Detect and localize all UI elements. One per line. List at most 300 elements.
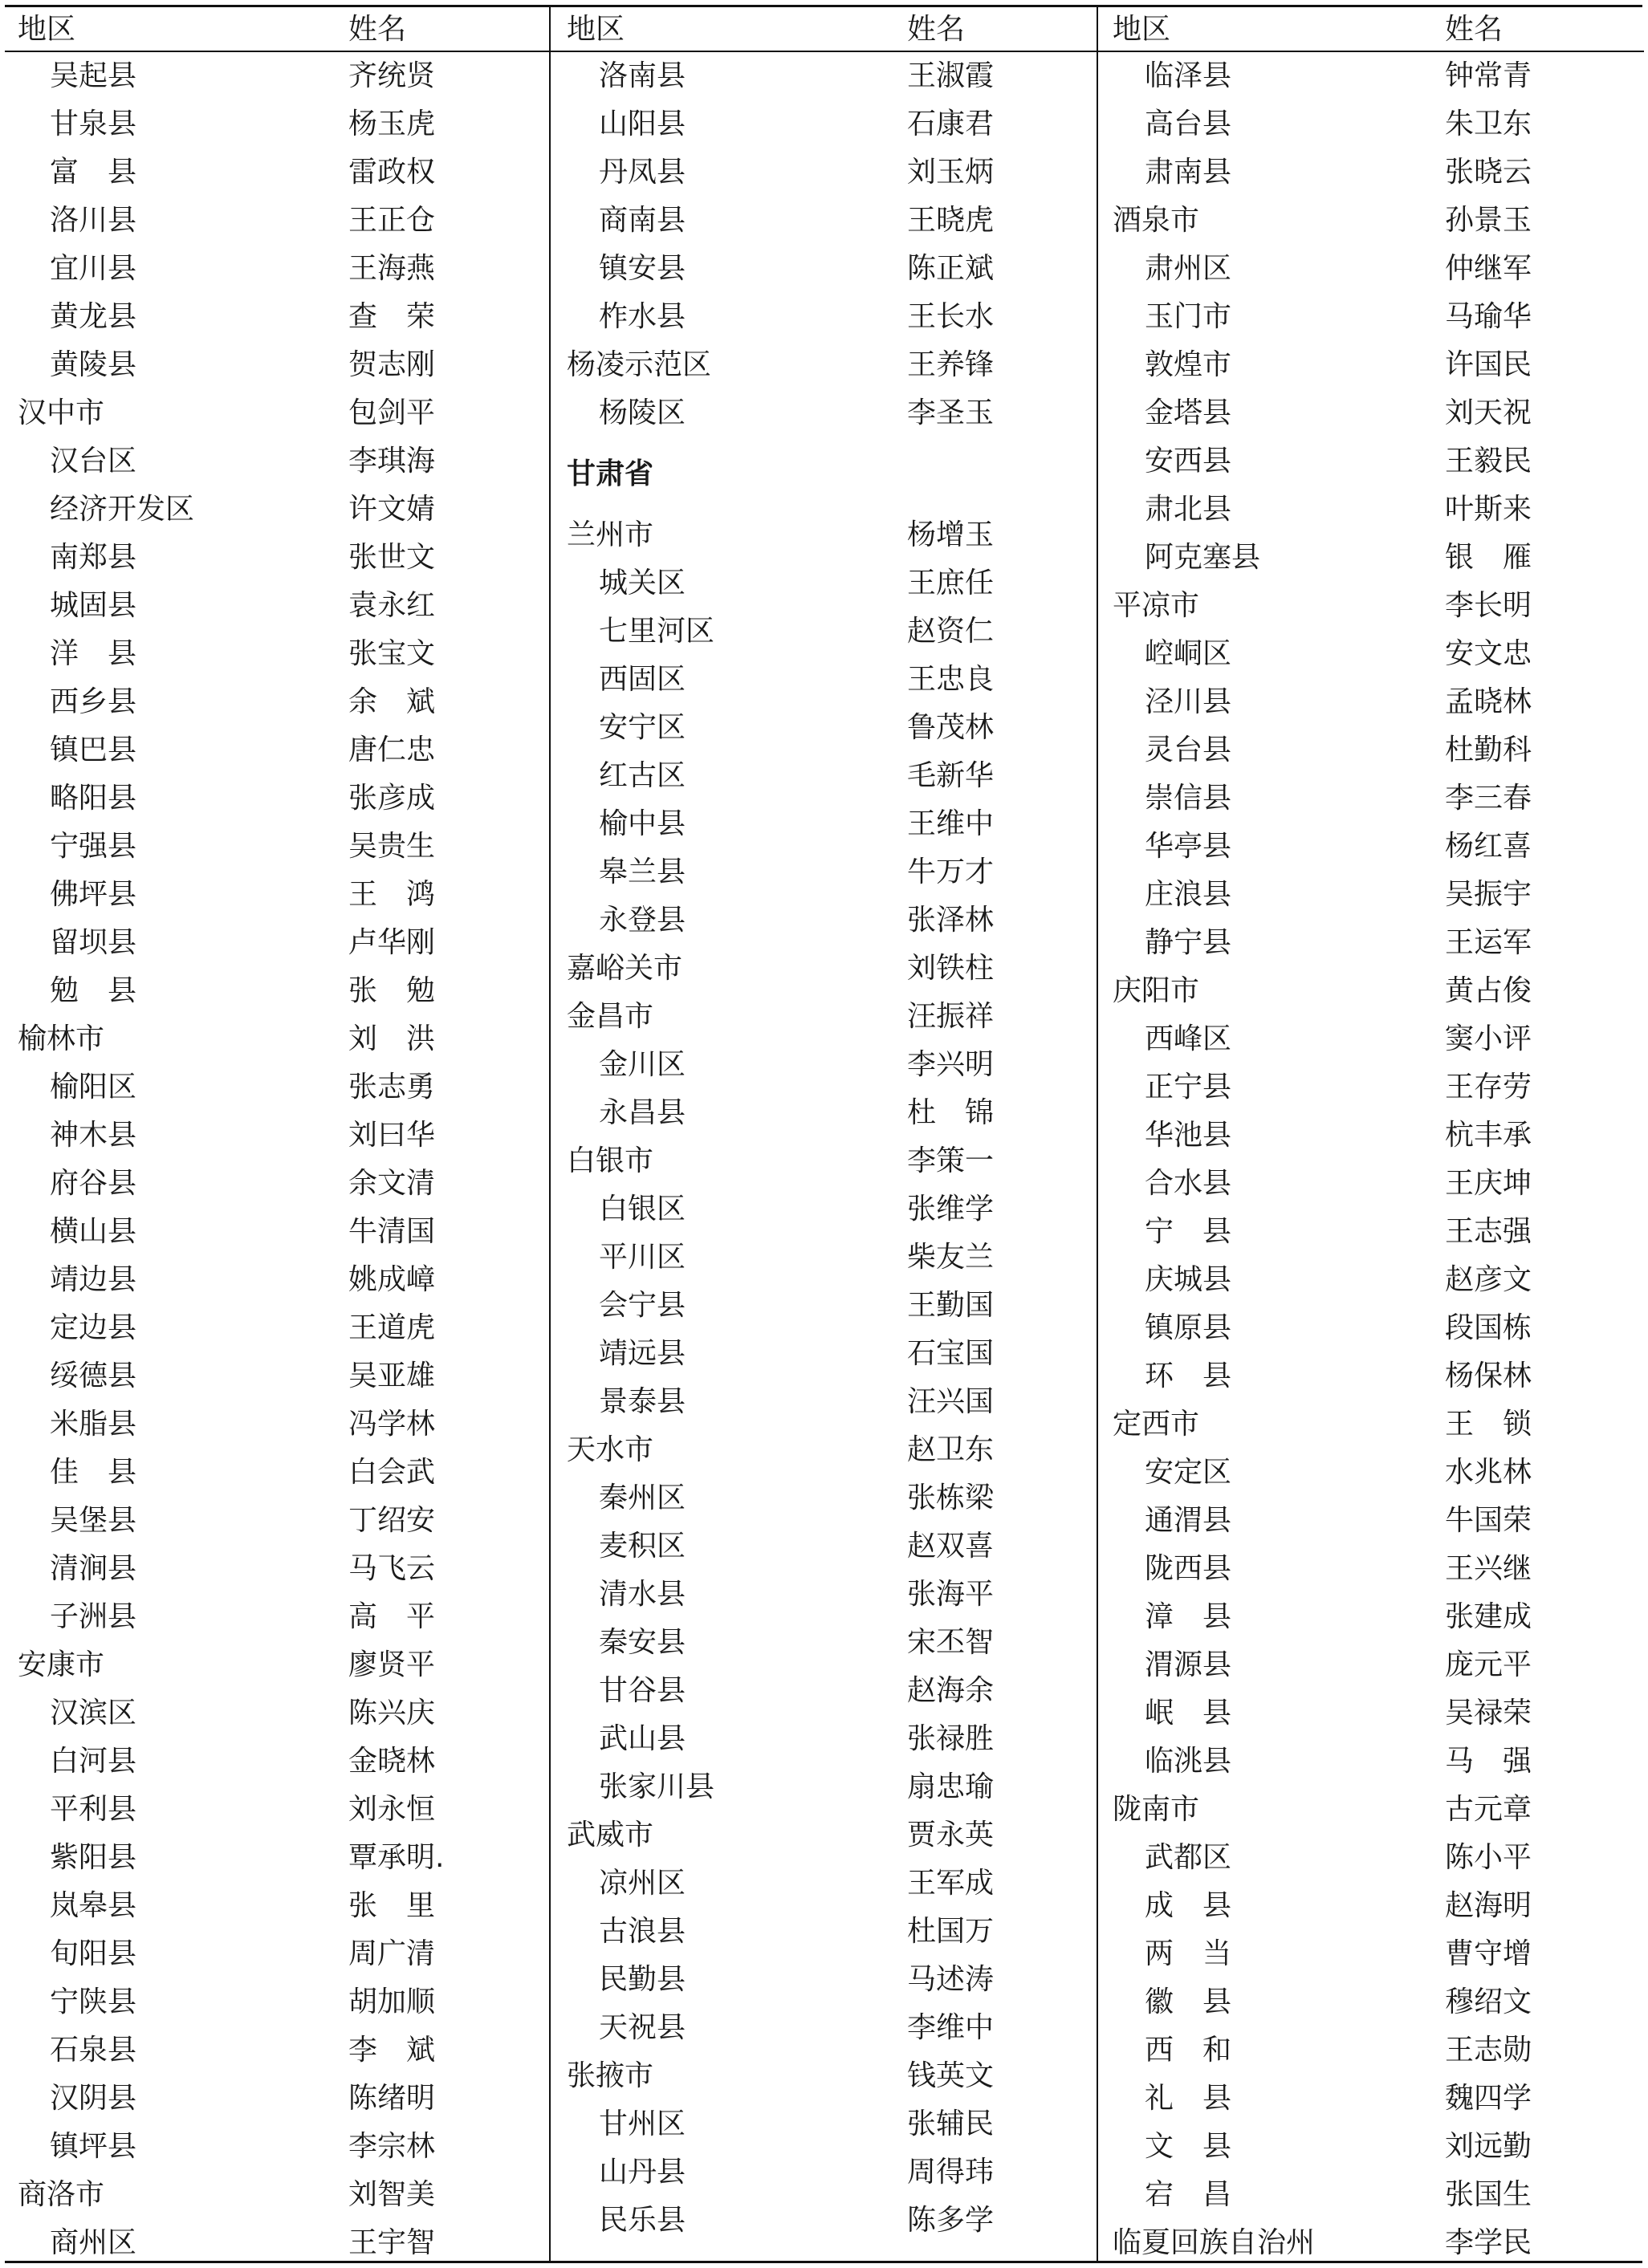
table-row [5,1208,549,1256]
table-row [5,341,549,389]
region-cell: 府谷县 [50,1167,137,1200]
table-row [5,823,549,871]
table-row [5,1738,549,1786]
name-cell: 张栋梁 [907,1482,995,1514]
table-row [5,1352,549,1400]
name-cell: 毛新华 [907,759,995,792]
name-cell: 穆绍文 [1445,1986,1532,2018]
region-cell: 旬阳县 [50,1937,137,1970]
table-row [1098,1689,1644,1738]
name-cell: 陈绪明 [348,2082,436,2115]
name-cell: 马瑜华 [1445,300,1532,333]
table-row [1098,52,1644,100]
region-cell: 吴堡县 [50,1504,137,1537]
region-cell: 平利县 [50,1793,137,1826]
table-row [551,1571,1098,1619]
region-cell: 丹凤县 [599,156,686,189]
table-row [1098,534,1644,582]
region-cell: 留坝县 [50,926,137,959]
name-cell: 丁绍安 [348,1504,436,1537]
table-row [5,1641,549,1689]
table-row [1098,1449,1644,1497]
table-row [5,389,549,437]
table-row [551,1185,1098,1234]
column-header [551,7,1098,52]
name-cell: 周得玮 [907,2156,995,2189]
region-cell: 庆阳市 [1113,974,1200,1007]
name-cell: 王 鸿 [348,878,436,911]
region-cell: 岚皋县 [50,1889,137,1922]
region-cell: 秦安县 [599,1626,686,1659]
name-cell: 张晓云 [1445,156,1532,189]
table-row [1098,1497,1644,1545]
table-column-2 [549,7,1098,2261]
name-cell: 胡加顺 [348,1986,436,2018]
name-cell: 陈小平 [1445,1841,1532,1874]
header-name: 姓名 [907,13,966,46]
table-row [1098,2219,1644,2267]
table-row [5,582,549,630]
region-cell: 武威市 [567,1819,654,1851]
table-row [551,1089,1098,1137]
region-cell: 安康市 [18,1648,105,1681]
column-header [5,7,549,52]
table-row [5,1497,549,1545]
table-row [551,52,1098,100]
name-cell: 张建成 [1445,1600,1532,1633]
name-cell: 贾永英 [907,1819,995,1851]
table-row [551,1715,1098,1763]
region-cell: 洋 县 [50,637,137,670]
region-cell: 榆阳区 [50,1071,137,1104]
name-cell: 牛万才 [907,856,995,888]
table-column-3 [1097,7,1644,2261]
table-row [1098,1256,1644,1304]
table-row [551,1956,1098,2004]
name-cell: 余文清 [348,1167,436,1200]
table-row [5,871,549,919]
region-cell: 西 和 [1145,2034,1232,2067]
table-row [5,774,549,823]
table-row [1098,1641,1644,1689]
name-cell: 王宇智 [348,2226,436,2259]
region-cell: 陇南市 [1113,1793,1200,1826]
region-cell: 环 县 [1145,1360,1232,1392]
name-cell: 扇忠瑜 [907,1770,995,1803]
name-cell: 王运军 [1445,926,1532,959]
name-cell: 张 里 [348,1889,436,1922]
region-cell: 宁 县 [1145,1215,1232,1248]
table-row [551,2148,1098,2197]
table-row [5,1160,549,1208]
name-cell: 王晓虎 [907,204,995,237]
table-row [1098,1593,1644,1641]
region-cell: 正宁县 [1145,1071,1232,1104]
table-row [551,993,1098,1041]
table-row [5,148,549,197]
table-row [551,945,1098,993]
table-row [1098,823,1644,871]
name-cell: 黄占俊 [1445,974,1532,1007]
table-row [551,848,1098,896]
name-cell: 王忠良 [907,663,995,696]
name-cell: 赵海余 [907,1674,995,1707]
table-row [551,197,1098,245]
table-row [1098,100,1644,148]
name-cell: 王志勋 [1445,2034,1532,2067]
table-row [551,2004,1098,2052]
table-row [551,1234,1098,1282]
table-row [1098,1400,1644,1449]
region-cell: 宜川县 [50,252,137,285]
table-row [5,678,549,726]
region-cell: 敦煌市 [1145,348,1232,381]
table-row [1098,1063,1644,1112]
name-cell: 吴亚雄 [348,1360,436,1392]
table-row [1098,1978,1644,2026]
region-cell: 柞水县 [599,300,686,333]
region-cell: 天祝县 [599,2011,686,2044]
region-cell: 神木县 [50,1119,137,1152]
table-row [5,630,549,678]
region-cell: 佛坪县 [50,878,137,911]
directory-table [5,5,1642,2263]
table-row [5,1063,549,1112]
region-cell: 汉中市 [18,396,105,429]
region-cell: 陇西县 [1145,1552,1232,1585]
name-cell: 李维中 [907,2011,995,2044]
region-cell: 肃州区 [1145,252,1232,285]
name-cell: 李长明 [1445,589,1532,622]
table-row [551,1426,1098,1474]
region-cell: 礼 县 [1145,2082,1232,2115]
name-cell: 王兴继 [1445,1552,1532,1585]
region-cell: 武都区 [1145,1841,1232,1874]
region-cell: 镇巴县 [50,734,137,766]
region-cell: 庆城县 [1145,1263,1232,1296]
region-cell: 甘州区 [599,2107,686,2140]
region-cell: 山丹县 [599,2156,686,2189]
region-cell: 白银市 [567,1144,654,1177]
name-cell: 张世文 [348,541,436,574]
table-row [5,1930,549,1978]
region-cell: 洛川县 [50,204,137,237]
table-row [551,148,1098,197]
region-cell: 岷 县 [1145,1697,1232,1729]
table-row [5,1689,549,1738]
name-cell: 王养锋 [907,348,995,381]
region-cell: 甘肃省 [567,457,654,490]
region-cell: 横山县 [50,1215,137,1248]
table-row [551,2052,1098,2100]
name-cell: 王 锁 [1445,1408,1532,1441]
region-cell: 黄陵县 [50,348,137,381]
table-row [5,534,549,582]
name-cell: 王庶任 [907,567,995,600]
name-cell: 杨保林 [1445,1360,1532,1392]
region-cell: 凉州区 [599,1867,686,1900]
region-cell: 镇安县 [599,252,686,285]
table-row [5,1978,549,2026]
name-cell: 石宝国 [907,1337,995,1370]
table-row [5,1112,549,1160]
name-cell: 王长水 [907,300,995,333]
region-cell: 张家川县 [599,1770,715,1803]
table-row [551,1330,1098,1378]
name-cell: 王淑霞 [907,59,995,92]
name-cell: 张辅民 [907,2107,995,2140]
table-row [1098,2123,1644,2171]
name-cell: 陈多学 [907,2204,995,2237]
region-cell: 庄浪县 [1145,878,1232,911]
name-cell: 赵卫东 [907,1433,995,1466]
region-cell: 白河县 [50,1745,137,1778]
name-cell: 汪振祥 [907,1000,995,1033]
region-cell: 阿克塞县 [1145,541,1261,574]
region-cell: 甘泉县 [50,108,137,140]
name-cell: 王庆坤 [1445,1167,1532,1200]
table-row [5,1593,549,1641]
region-cell: 平川区 [599,1241,686,1274]
region-cell: 古浪县 [599,1915,686,1948]
table-row [551,704,1098,752]
table-row [1098,678,1644,726]
name-cell: 柴友兰 [907,1241,995,1274]
region-cell: 南郑县 [50,541,137,574]
name-cell: 李圣玉 [907,396,995,429]
region-cell: 泾川县 [1145,685,1232,718]
region-cell: 西固区 [599,663,686,696]
name-cell: 张海平 [907,1578,995,1611]
name-cell: 齐统贤 [348,59,436,92]
region-cell: 嘉峪关市 [567,952,683,985]
header-region: 地区 [1113,13,1171,46]
table-row [551,2100,1098,2148]
name-cell: 安文忠 [1445,637,1532,670]
table-row [1098,1112,1644,1160]
name-cell: 覃承明. [348,1841,445,1874]
region-cell: 华池县 [1145,1119,1232,1152]
table-row [551,1137,1098,1185]
table-row [1098,2171,1644,2219]
table-row [5,486,549,534]
table-row [1098,486,1644,534]
name-cell: 张 勉 [348,974,436,1007]
region-cell: 杨凌示范区 [567,348,712,381]
name-cell: 赵彦文 [1445,1263,1532,1296]
name-cell: 马飞云 [348,1552,436,1585]
region-cell: 天水市 [567,1433,654,1466]
name-cell: 马述涛 [907,1963,995,1996]
table-row [1098,1352,1644,1400]
table-row [5,2171,549,2219]
name-cell: 李策一 [907,1144,995,1177]
region-cell: 皋兰县 [599,856,686,888]
region-cell: 武山县 [599,1722,686,1755]
table-row [551,1908,1098,1956]
region-cell: 汉阴县 [50,2082,137,2115]
column-header [1098,7,1644,52]
name-cell: 杜国万 [907,1915,995,1948]
table-column-1 [5,7,549,2261]
table-row [551,1763,1098,1811]
table-row [5,919,549,967]
region-cell: 榆中县 [599,807,686,840]
name-cell: 张维学 [907,1193,995,1225]
table-row [1098,1786,1644,1834]
name-cell: 赵海明 [1445,1889,1532,1922]
table-row [5,726,549,774]
table-row [551,511,1098,559]
region-cell: 金昌市 [567,1000,654,1033]
region-cell: 张掖市 [567,2059,654,2092]
name-cell: 朱卫东 [1445,108,1532,140]
table-row [1098,967,1644,1015]
name-cell: 李三春 [1445,782,1532,815]
name-cell: 姚成嶂 [348,1263,436,1296]
name-cell: 王志强 [1445,1215,1532,1248]
name-cell: 杨红喜 [1445,830,1532,863]
table-row [1098,389,1644,437]
region-cell: 合水县 [1145,1167,1232,1200]
region-cell: 商州区 [50,2226,137,2259]
name-cell: 唐仁忠 [348,734,436,766]
header-name: 姓名 [1445,13,1504,46]
region-cell: 渭源县 [1145,1648,1232,1681]
name-cell: 孟晓林 [1445,685,1532,718]
table-row [1098,437,1644,486]
region-cell: 华亭县 [1145,830,1232,863]
name-cell: 魏四学 [1445,2082,1532,2115]
table-row [5,1015,549,1063]
region-cell: 城关区 [599,567,686,600]
name-cell: 张泽林 [907,904,995,937]
name-cell: 包剑平 [348,396,436,429]
table-row [1098,1160,1644,1208]
name-cell: 卢华刚 [348,926,436,959]
table-row [551,100,1098,148]
name-cell: 杭丰承 [1445,1119,1532,1152]
table-row [1098,1015,1644,1063]
table-row [551,293,1098,341]
region-cell: 紫阳县 [50,1841,137,1874]
region-cell: 通渭县 [1145,1504,1232,1537]
name-cell: 王道虎 [348,1311,436,1344]
name-cell: 李兴明 [907,1048,995,1081]
name-cell: 杜 锦 [907,1096,995,1129]
name-cell: 周广清 [348,1937,436,1970]
region-cell: 白银区 [599,1193,686,1225]
name-cell: 廖贤平 [348,1648,436,1681]
region-cell: 酒泉市 [1113,204,1200,237]
region-cell: 静宁县 [1145,926,1232,959]
name-cell: 刘智美 [348,2178,436,2211]
region-cell: 灵台县 [1145,734,1232,766]
name-cell: 杨玉虎 [348,108,436,140]
table-row [1098,197,1644,245]
region-cell: 绥德县 [50,1360,137,1392]
region-cell: 城固县 [50,589,137,622]
table-row [5,1449,549,1497]
region-cell: 安宁区 [599,711,686,744]
region-cell: 景泰县 [599,1385,686,1418]
region-cell: 肃北县 [1145,493,1232,526]
table-row [1098,1208,1644,1256]
table-row [551,2197,1098,2245]
name-cell: 刘远勤 [1445,2130,1532,2163]
table-row [1098,630,1644,678]
name-cell: 王正仓 [348,204,436,237]
region-cell: 黄龙县 [50,300,137,333]
table-row [1098,919,1644,967]
region-cell: 临洮县 [1145,1745,1232,1778]
region-cell: 民勤县 [599,1963,686,1996]
table-row [551,245,1098,293]
region-cell: 佳 县 [50,1456,137,1489]
name-cell: 查 荣 [348,300,436,333]
region-cell: 徽 县 [1145,1986,1232,2018]
table-row [5,245,549,293]
region-cell: 榆林市 [18,1022,105,1055]
name-cell: 雷政权 [348,156,436,189]
region-cell: 清水县 [599,1578,686,1611]
table-row [1098,2026,1644,2075]
name-cell: 张宝文 [348,637,436,670]
table-row [551,341,1098,389]
name-cell: 冯学林 [348,1408,436,1441]
name-cell: 吴贵生 [348,830,436,863]
name-cell: 余 斌 [348,685,436,718]
table-row [5,1786,549,1834]
region-cell: 秦州区 [599,1482,686,1514]
name-cell: 刘曰华 [348,1119,436,1152]
region-cell: 略阳县 [50,782,137,815]
region-cell: 镇原县 [1145,1311,1232,1344]
region-cell: 玉门市 [1145,300,1232,333]
region-cell: 民乐县 [599,2204,686,2237]
table-row [5,2123,549,2171]
table-row [1098,1738,1644,1786]
table-row [5,293,549,341]
name-cell: 银 雁 [1445,541,1532,574]
region-cell: 会宁县 [599,1289,686,1322]
name-cell: 白会武 [348,1456,436,1489]
region-cell: 吴起县 [50,59,137,92]
name-cell: 王维中 [907,807,995,840]
name-cell: 李琪海 [348,445,436,478]
region-cell: 临夏回族自治州 [1113,2226,1316,2259]
table-row [5,967,549,1015]
region-cell: 崇信县 [1145,782,1232,815]
name-cell: 张彦成 [348,782,436,815]
name-cell: 牛国荣 [1445,1504,1532,1537]
region-cell: 富 县 [50,156,137,189]
name-cell: 刘玉炳 [907,156,995,189]
table-row [5,1545,549,1593]
table-row [5,100,549,148]
name-cell: 牛清国 [348,1215,436,1248]
name-cell: 王毅民 [1445,445,1532,478]
name-cell: 李 斌 [348,2034,436,2067]
header-region: 地区 [18,13,76,46]
table-row [551,1811,1098,1860]
name-cell: 李宗林 [348,2130,436,2163]
name-cell: 赵资仁 [907,615,995,648]
table-row [551,608,1098,656]
province-heading [551,437,1098,508]
header-name: 姓名 [348,13,407,46]
name-cell: 庞元平 [1445,1648,1532,1681]
